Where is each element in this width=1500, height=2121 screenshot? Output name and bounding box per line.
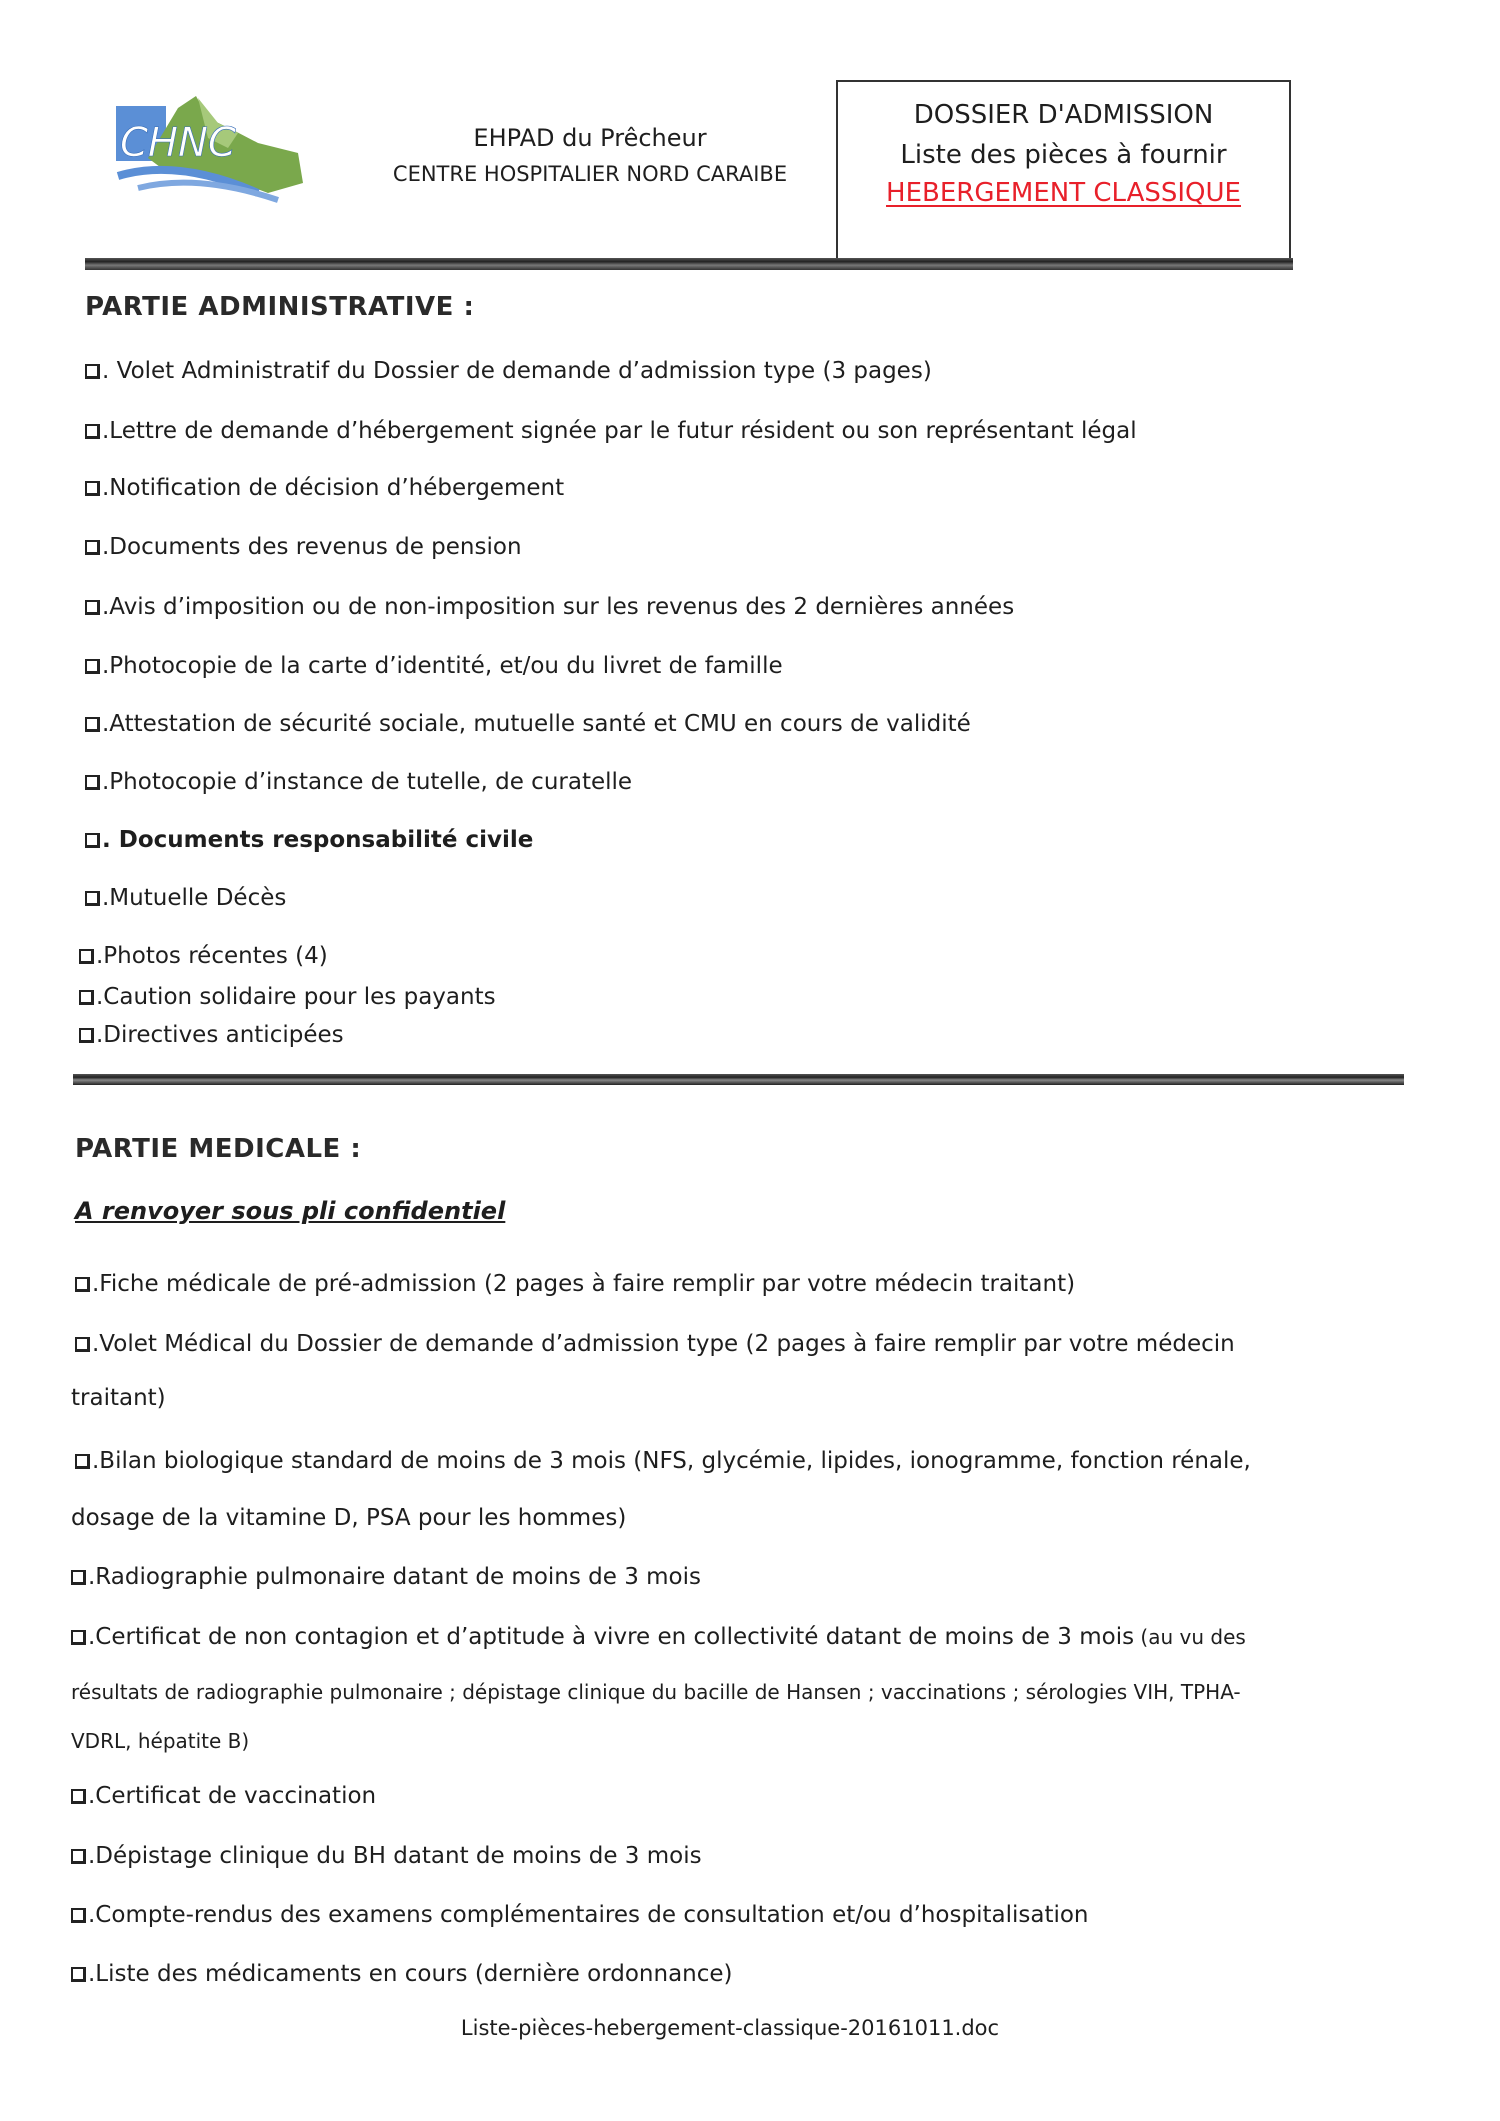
checkbox-icon[interactable] — [85, 481, 100, 496]
item-label: .Documents des revenus de pension — [102, 534, 522, 560]
checklist-item — [85, 709, 971, 739]
checkbox-icon[interactable] — [85, 600, 100, 615]
item-label: .Attestation de sécurité sociale, mutuelle santé et CMU en cours de validité — [102, 711, 971, 737]
checklist-item — [85, 825, 533, 855]
item-label: .Bilan biologique standard de moins de 3 mois (NFS, glycémie, lipides, ionogramme, fonction rénale, — [92, 1448, 1251, 1474]
item-label: .Certificat de non contagion et d’aptitude à vivre en collectivité datant de moins de 3 mois — [88, 1624, 1135, 1650]
checkbox-icon[interactable] — [79, 949, 94, 964]
medical-subtitle: A renvoyer sous pli confidentiel — [75, 1197, 506, 1225]
org-subtitle: CENTRE HOSPITALIER NORD CARAIBE — [392, 162, 788, 186]
checkbox-icon[interactable] — [75, 1337, 90, 1352]
checkbox-icon[interactable] — [85, 775, 100, 790]
checklist-item — [79, 982, 496, 1012]
item-label: résultats de radiographie pulmonaire ; dépistage clinique du bacille de Hansen ; vaccinations ; sérologies VIH, TPHA- — [71, 1680, 1241, 1704]
item-label: .Photocopie d’instance de tutelle, de curatelle — [102, 769, 633, 795]
checklist-item — [71, 1562, 701, 1592]
checklist-item — [85, 592, 1014, 622]
checklist-item — [85, 416, 1137, 446]
item-label: .Avis d’imposition ou de non-imposition sur les revenus des 2 dernières années — [102, 594, 1015, 620]
item-label: dosage de la vitamine D, PSA pour les hommes) — [71, 1505, 627, 1531]
item-label: .Volet Médical du Dossier de demande d’admission type (2 pages à faire remplir par votre médecin — [92, 1331, 1235, 1357]
checklist-item — [85, 651, 783, 681]
checklist-item — [71, 1959, 733, 1989]
checkbox-icon[interactable] — [85, 717, 100, 732]
checklist-item — [71, 1383, 166, 1413]
item-label: .Compte-rendus des examens complémentaires de consultation et/ou d’hospitalisation — [88, 1902, 1089, 1928]
item-label: .Mutuelle Décès — [102, 885, 287, 911]
checklist-item — [75, 1446, 1251, 1476]
checkbox-icon[interactable] — [75, 1277, 90, 1292]
checklist-item — [85, 532, 522, 562]
item-label: .Certificat de vaccination — [88, 1783, 377, 1809]
checkbox-icon[interactable] — [85, 540, 100, 555]
admin-section-title: PARTIE ADMINISTRATIVE : — [85, 292, 475, 322]
item-label: .Radiographie pulmonaire datant de moins de 3 mois — [88, 1564, 702, 1590]
checkbox-icon[interactable] — [75, 1454, 90, 1469]
checkbox-icon[interactable] — [71, 1967, 86, 1982]
item-label: traitant) — [71, 1385, 166, 1411]
checklist-item — [71, 1503, 626, 1533]
checkbox-icon[interactable] — [85, 833, 100, 848]
checklist-item — [75, 1269, 1075, 1299]
item-label: .Liste des médicaments en cours (dernière ordonnance) — [88, 1961, 733, 1987]
checklist-item — [85, 883, 286, 913]
checkbox-icon[interactable] — [71, 1630, 86, 1645]
item-label: . Volet Administratif du Dossier de demande d’admission type (3 pages) — [102, 358, 932, 384]
header-divider — [85, 258, 1293, 270]
item-label: .Fiche médicale de pré-admission (2 pages à faire remplir par votre médecin traitant) — [92, 1271, 1076, 1297]
medical-section-title: PARTIE MEDICALE : — [75, 1134, 362, 1164]
item-label: .Directives anticipées — [96, 1022, 344, 1048]
item-note: (au vu des — [1134, 1625, 1246, 1649]
checklist-item — [85, 767, 632, 797]
checklist-item — [71, 1726, 249, 1756]
item-label: .Lettre de demande d’hébergement signée par le futur résident ou son représentant légal — [102, 418, 1137, 444]
org-name: EHPAD du Prêcheur — [473, 124, 707, 152]
checklist-item — [71, 1900, 1089, 1930]
section-divider — [73, 1074, 1404, 1085]
checkbox-icon[interactable] — [71, 1789, 86, 1804]
chnc-logo — [108, 88, 308, 203]
checklist-item — [71, 1841, 702, 1871]
checkbox-icon[interactable] — [85, 891, 100, 906]
footer-filename: Liste-pièces-hebergement-classique-20161011.doc — [460, 2016, 1000, 2040]
checkbox-icon[interactable] — [85, 364, 100, 379]
item-label: .Photocopie de la carte d’identité, et/ou du livret de famille — [102, 653, 783, 679]
box-title: DOSSIER D'ADMISSION — [913, 100, 1214, 130]
item-label: .Dépistage clinique du BH datant de moins de 3 mois — [88, 1843, 702, 1869]
checkbox-icon[interactable] — [85, 424, 100, 439]
checkbox-icon[interactable] — [79, 1028, 94, 1043]
item-label: . Documents responsabilité civile — [102, 827, 534, 853]
checkbox-icon[interactable] — [71, 1849, 86, 1864]
checkbox-icon[interactable] — [71, 1570, 86, 1585]
svg-text:CHNC: CHNC — [120, 120, 236, 166]
checkbox-icon[interactable] — [71, 1908, 86, 1923]
item-label: VDRL, hépatite B) — [71, 1729, 250, 1753]
checkbox-icon[interactable] — [85, 659, 100, 674]
admission-title-box — [836, 80, 1291, 260]
checklist-item — [79, 941, 328, 971]
checklist-item — [85, 356, 932, 386]
checklist-item — [71, 1677, 1241, 1707]
checklist-item — [85, 473, 564, 503]
checklist-item — [79, 1020, 344, 1050]
checklist-item — [71, 1622, 1246, 1652]
checklist-item — [71, 1781, 376, 1811]
item-label: .Photos récentes (4) — [96, 943, 328, 969]
box-category: HEBERGEMENT CLASSIQUE — [886, 178, 1241, 208]
checkbox-icon[interactable] — [79, 990, 94, 1005]
item-label: .Caution solidaire pour les payants — [96, 984, 496, 1010]
checklist-item — [75, 1329, 1235, 1359]
item-label: .Notification de décision d’hébergement — [102, 475, 565, 501]
box-subtitle: Liste des pièces à fournir — [900, 140, 1227, 170]
